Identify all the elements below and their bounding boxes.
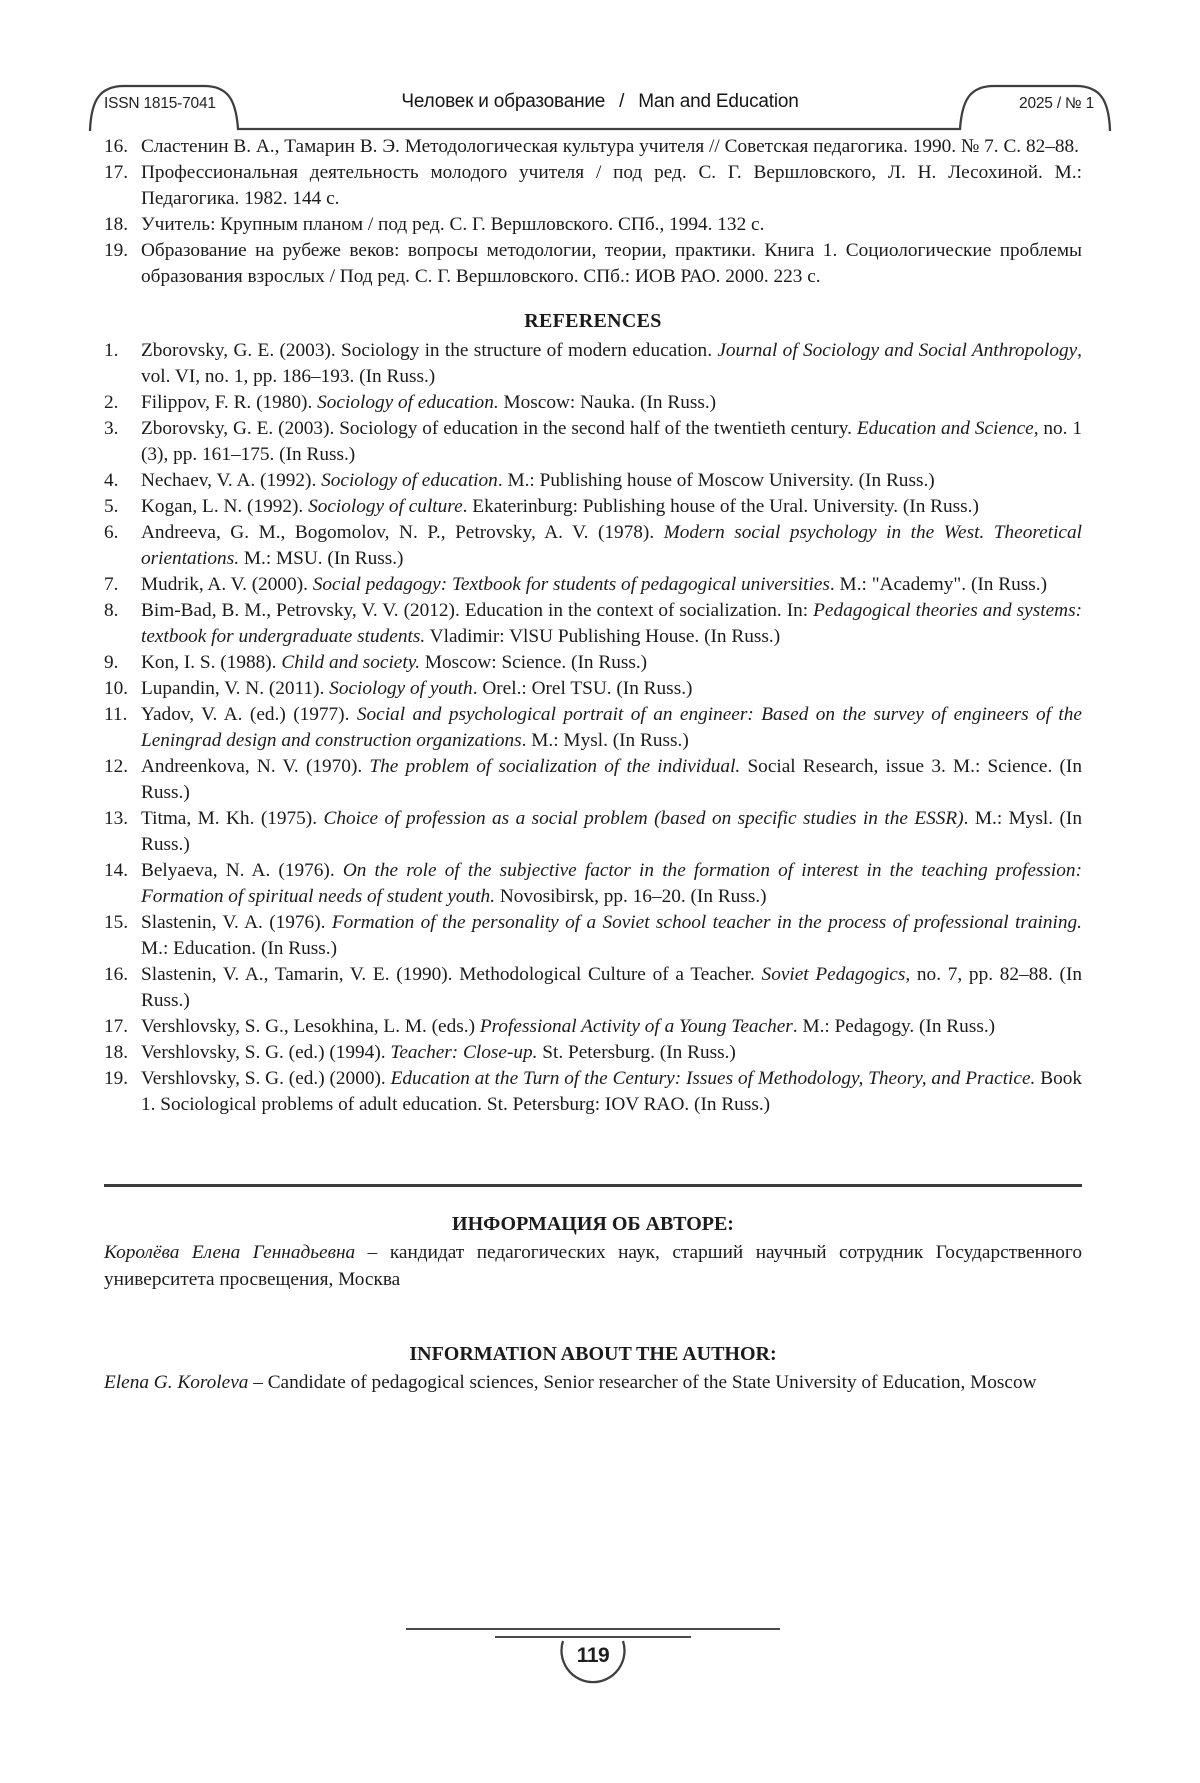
reference-number: 17. xyxy=(104,1016,129,1037)
reference-text: , vol. VI, no. 1, pp. 186–193. (In Russ.) xyxy=(141,340,1082,387)
reference-text: Mudrik, A. V. (2000). xyxy=(141,574,313,595)
reference-text: Belyaeva, N. A. (1976). xyxy=(141,860,343,881)
reference-item xyxy=(104,338,1082,390)
author-info-en-heading: INFORMATION ABOUT THE AUTHOR: xyxy=(409,1343,777,1365)
reference-text: Slastenin, V. A. (1976). xyxy=(141,912,332,933)
reference-text: Andreeva, G. M., Bogomolov, N. P., Petrovsky, A. V. (1978). xyxy=(141,522,664,543)
reference-text: St. Petersburg. (In Russ.) xyxy=(537,1042,736,1063)
reference-title-italic: Formation of the personality of a Soviet school teacher in the process of professional training. xyxy=(331,912,1082,933)
reference-number: 19. xyxy=(104,1068,129,1089)
section-divider xyxy=(104,1184,1082,1187)
page-header xyxy=(88,78,1112,134)
footer-rule-narrow xyxy=(495,1636,691,1638)
references-heading: REFERENCES xyxy=(524,310,662,332)
footer-rule-wide xyxy=(406,1628,780,1630)
reference-title-italic: Modern social psychology in the West. Theoretical orientations. xyxy=(141,522,1082,569)
reference-item xyxy=(104,962,1082,1014)
reference-title-italic: Professional Activity of a Young Teacher xyxy=(479,1016,793,1037)
reference-item xyxy=(104,676,1082,702)
russian-references-list xyxy=(104,134,1082,290)
reference-text: Andreenkova, N. V. (1970). xyxy=(141,756,370,777)
reference-item xyxy=(104,806,1082,858)
reference-number: 15. xyxy=(104,912,129,933)
author-details-en: – Candidate of pedagogical sciences, Senior researcher of the State University of Education, Moscow xyxy=(248,1372,1037,1393)
reference-text: Vershlovsky, S. G. (ed.) (2000). xyxy=(141,1068,391,1089)
issn-label: ISSN 1815-7041 xyxy=(104,95,216,112)
reference-title-italic: Child and society. xyxy=(281,652,421,673)
reference-text: M.: Education. (In Russ.) xyxy=(141,938,338,959)
reference-number: 17. xyxy=(104,162,129,183)
reference-item xyxy=(104,754,1082,806)
reference-title-italic: Education at the Turn of the Century: Issues of Methodology, Theory, and Practice. xyxy=(390,1068,1036,1089)
reference-item xyxy=(104,520,1082,572)
reference-title-italic: Sociology of education xyxy=(321,470,498,491)
reference-item xyxy=(104,650,1082,676)
reference-number: 9. xyxy=(104,652,119,673)
journal-title-en: Man and Education xyxy=(638,91,799,112)
author-info-en-text xyxy=(104,1369,1082,1396)
reference-title-italic: Social and psychological portrait of an engineer: Based on the survey of engineers of the Leningrad design and construction organizations xyxy=(141,704,1082,751)
reference-text: Yadov, V. A. (ed.) (1977). xyxy=(141,704,357,725)
reference-text: Vershlovsky, S. G. (ed.) (1994). xyxy=(141,1042,391,1063)
reference-title-italic: On the role of the subjective factor in the formation of interest in the teaching profession: Formation of spiritual needs of student youth. xyxy=(141,860,1082,907)
reference-text: Novosibirsk, pp. 16–20. (In Russ.) xyxy=(495,886,767,907)
author-info-ru-text xyxy=(104,1239,1082,1293)
page-number-badge xyxy=(559,1639,627,1685)
reference-title-italic: Choice of profession as a social problem (based on specific studies in the ESSR) xyxy=(323,808,964,829)
page-number: 119 xyxy=(576,1644,610,1667)
reference-text: . M.: Publishing house of Moscow University. (In Russ.) xyxy=(497,470,935,491)
reference-text: Сластенин В. А., Тамарин В. Э. Методологическая культура учителя // Советская педагогика. 1990. № 7. С. 82–88. xyxy=(141,136,1079,157)
author-info-ru-heading: ИНФОРМАЦИЯ ОБ АВТОРЕ: xyxy=(452,1213,734,1235)
reference-number: 10. xyxy=(104,678,129,699)
reference-text: Профессиональная деятельность молодого учителя / под ред. С. Г. Вершловского, Л. Н. Лесохиной. М.: Педагогика. 1982. 144 с. xyxy=(141,162,1082,209)
reference-text: . Orel.: Orel TSU. (In Russ.) xyxy=(472,678,693,699)
reference-text: Kogan, L. N. (1992). xyxy=(141,496,309,517)
reference-number: 18. xyxy=(104,214,129,235)
reference-number: 1. xyxy=(104,340,119,361)
reference-text: Kon, I. S. (1988). xyxy=(141,652,282,673)
reference-title-italic: Sociology of youth xyxy=(329,678,473,699)
author-name-en: Elena G. Koroleva xyxy=(104,1372,249,1393)
reference-item xyxy=(104,598,1082,650)
reference-text: Filippov, F. R. (1980). xyxy=(141,392,318,413)
reference-title-italic: Journal of Sociology and Social Anthropology xyxy=(717,340,1078,361)
reference-text: Titma, M. Kh. (1975). xyxy=(141,808,324,829)
reference-item xyxy=(104,910,1082,962)
reference-number: 3. xyxy=(104,418,119,439)
issue-label: 2025 / № 1 xyxy=(1019,95,1094,112)
reference-number: 13. xyxy=(104,808,129,829)
reference-item xyxy=(104,390,1082,416)
reference-text: , no. 1 (3), pp. 161–175. (In Russ.) xyxy=(141,418,1083,465)
references-list xyxy=(104,338,1082,1118)
reference-text: M.: MSU. (In Russ.) xyxy=(239,548,404,569)
reference-text: Учитель: Крупным планом / под ред. С. Г. Вершловского. СПб., 1994. 132 с. xyxy=(141,214,765,235)
reference-text: Lupandin, V. N. (2011). xyxy=(141,678,330,699)
reference-title-italic: Education and Science xyxy=(856,418,1034,439)
reference-title-italic: The problem of socialization of the individual. xyxy=(369,756,741,777)
reference-item xyxy=(104,858,1082,910)
journal-title-separator: / xyxy=(619,91,625,112)
reference-number: 16. xyxy=(104,136,129,157)
reference-number: 7. xyxy=(104,574,119,595)
reference-number: 18. xyxy=(104,1042,129,1063)
reference-text: Образование на рубеже веков: вопросы методологии, теории, практики. Книга 1. Социологические проблемы образования взрослых / Под ред. С. Г. Вершловского. СПб.: ИОВ РАО. 2000. 223 с. xyxy=(141,240,1082,287)
reference-item xyxy=(104,238,1082,290)
reference-title-italic: Social pedagogy: Textbook for students of pedagogical universities xyxy=(312,574,830,595)
reference-text: . M.: Pedagogy. (In Russ.) xyxy=(792,1016,996,1037)
reference-number: 12. xyxy=(104,756,129,777)
page-footer xyxy=(104,1628,1082,1685)
reference-item xyxy=(104,160,1082,212)
reference-number: 8. xyxy=(104,600,119,621)
reference-text: Book 1. Sociological problems of adult education. St. Petersburg: IOV RAO. (In Russ.) xyxy=(141,1068,1082,1115)
reference-item xyxy=(104,494,1082,520)
reference-item xyxy=(104,468,1082,494)
reference-text: Slastenin, V. A., Tamarin, V. E. (1990). Methodological Culture of a Teacher. xyxy=(141,964,762,985)
reference-item xyxy=(104,572,1082,598)
reference-number: 19. xyxy=(104,240,129,261)
reference-text: Zborovsky, G. E. (2003). Sociology of education in the second half of the twentieth century. xyxy=(141,418,857,439)
reference-number: 14. xyxy=(104,860,129,881)
reference-number: 4. xyxy=(104,470,119,491)
page-body xyxy=(104,134,1082,1396)
reference-text: Social Research, issue 3. M.: Science. (In Russ.) xyxy=(141,756,1082,803)
reference-text: Nechaev, V. A. (1992). xyxy=(141,470,322,491)
journal-title-ru: Человек и образование xyxy=(401,91,606,112)
reference-number: 6. xyxy=(104,522,119,543)
reference-number: 11. xyxy=(104,704,128,725)
reference-text: . M.: "Academy". (In Russ.) xyxy=(829,574,1047,595)
reference-title-italic: Pedagogical theories and systems: textbook for undergraduate students. xyxy=(141,600,1083,647)
reference-item xyxy=(104,1066,1082,1118)
author-name-ru: Королёва Елена Геннадьевна xyxy=(104,1242,356,1263)
reference-item xyxy=(104,212,1082,238)
reference-title-italic: Sociology of education. xyxy=(317,392,499,413)
reference-text: Zborovsky, G. E. (2003). Sociology in the structure of modern education. xyxy=(141,340,718,361)
reference-number: 16. xyxy=(104,964,129,985)
reference-item xyxy=(104,1040,1082,1066)
reference-number: 5. xyxy=(104,496,119,517)
reference-text: Vershlovsky, S. G., Lesokhina, L. M. (eds.) xyxy=(141,1016,480,1037)
reference-item xyxy=(104,134,1082,160)
reference-item xyxy=(104,702,1082,754)
reference-text: Bim-Bad, B. M., Petrovsky, V. V. (2012). Education in the context of socialization. In: xyxy=(141,600,814,621)
reference-number: 2. xyxy=(104,392,119,413)
reference-text: Moscow: Nauka. (In Russ.) xyxy=(498,392,717,413)
reference-text: . M.: Mysl. (In Russ.) xyxy=(521,730,689,751)
reference-text: . Ekaterinburg: Publishing house of the Ural. University. (In Russ.) xyxy=(462,496,979,517)
journal-title xyxy=(88,91,1112,113)
reference-title-italic: Soviet Pedagogics xyxy=(761,964,906,985)
reference-item xyxy=(104,416,1082,468)
reference-item xyxy=(104,1014,1082,1040)
reference-text: . M.: Mysl. (In Russ.) xyxy=(141,808,1082,855)
reference-title-italic: Sociology of culture xyxy=(308,496,463,517)
reference-text: Moscow: Science. (In Russ.) xyxy=(420,652,648,673)
author-details-ru: – кандидат педагогических наук, старший научный сотрудник Государственного университета просвещения, Москва xyxy=(104,1242,1082,1290)
reference-title-italic: Teacher: Close-up. xyxy=(390,1042,538,1063)
reference-text: Vladimir: VlSU Publishing House. (In Russ.) xyxy=(425,626,781,647)
reference-text: , no. 7, pp. 82–88. (In Russ.) xyxy=(141,964,1083,1011)
